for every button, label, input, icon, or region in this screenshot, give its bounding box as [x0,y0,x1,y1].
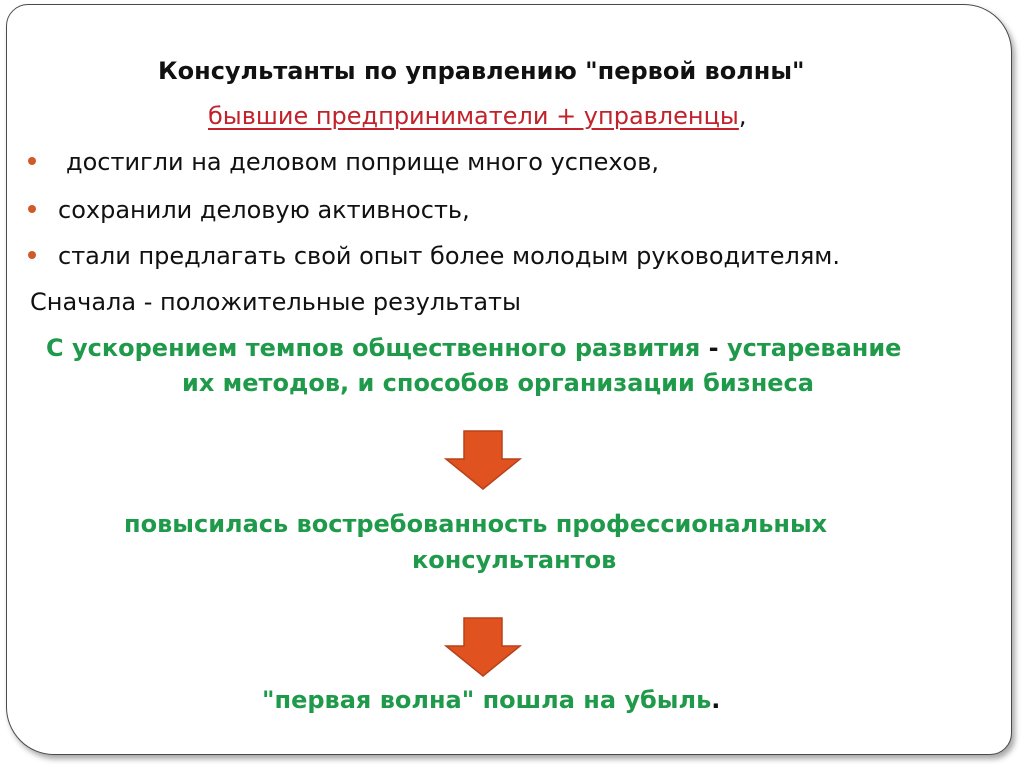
subtitle-suffix: , [738,102,747,130]
bullet-item-2 [28,198,470,222]
down-arrow-icon [444,430,524,492]
acceleration-dash: - [700,334,727,362]
final-period: . [711,686,721,714]
final-text: "первая волна" пошла на убыль [262,686,712,714]
bullet-dot-icon [28,205,36,213]
subtitle-line [208,104,747,128]
bullet-dot-icon [28,251,36,259]
demand-line-2: консультантов [412,546,617,574]
demand-line-1: повысилась востребованность профессиональных [124,510,828,538]
initial-results-line: Сначала - положительные результаты [30,288,521,316]
acceleration-line-2: их методов, и способов организации бизнеса [182,369,814,397]
bullet-item-1 [28,150,659,174]
bullet-text-1: достигли на деловом поприще много успехов, [66,148,660,176]
acceleration-part-2: устаревание [726,334,902,362]
acceleration-part-1: С ускорением темпов общественного развития [46,334,701,362]
bullet-dot-icon [28,157,36,165]
slide-title: Консультанты по управлению "первой волны" [158,57,805,85]
subtitle-highlight: бывшие предприниматели + управленцы [208,102,739,130]
down-arrow-icon [444,617,524,679]
bullet-text-3: стали предлагать свой опыт более молодым руководителям. [58,242,841,270]
bullet-text-2: сохранили деловую активность, [58,196,470,224]
final-conclusion [262,688,720,712]
bullet-item-3 [28,244,840,268]
acceleration-line-1 [46,336,901,360]
